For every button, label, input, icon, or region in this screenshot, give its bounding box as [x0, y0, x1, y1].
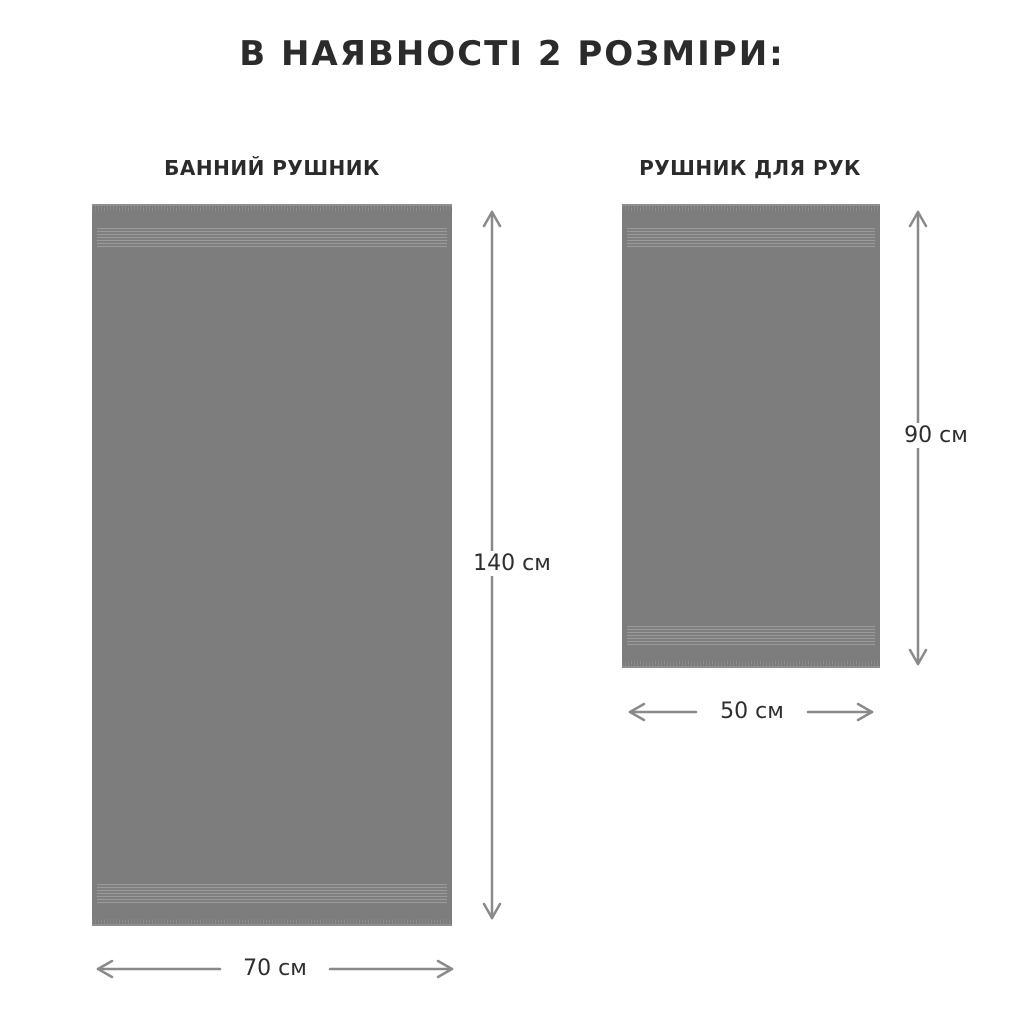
hand-width-value: 50 см	[698, 699, 806, 724]
page-title: В НАЯВНОСТІ 2 РОЗМІРИ:	[239, 34, 785, 74]
bath-towel-label: БАННИЙ РУШНИК	[164, 156, 380, 180]
hand-towel-label: РУШНИК ДЛЯ РУК	[639, 156, 861, 180]
bath-height-value: 140 см	[462, 551, 562, 576]
hand-height-value: 90 см	[888, 423, 984, 448]
bath-width-value: 70 см	[222, 956, 328, 981]
